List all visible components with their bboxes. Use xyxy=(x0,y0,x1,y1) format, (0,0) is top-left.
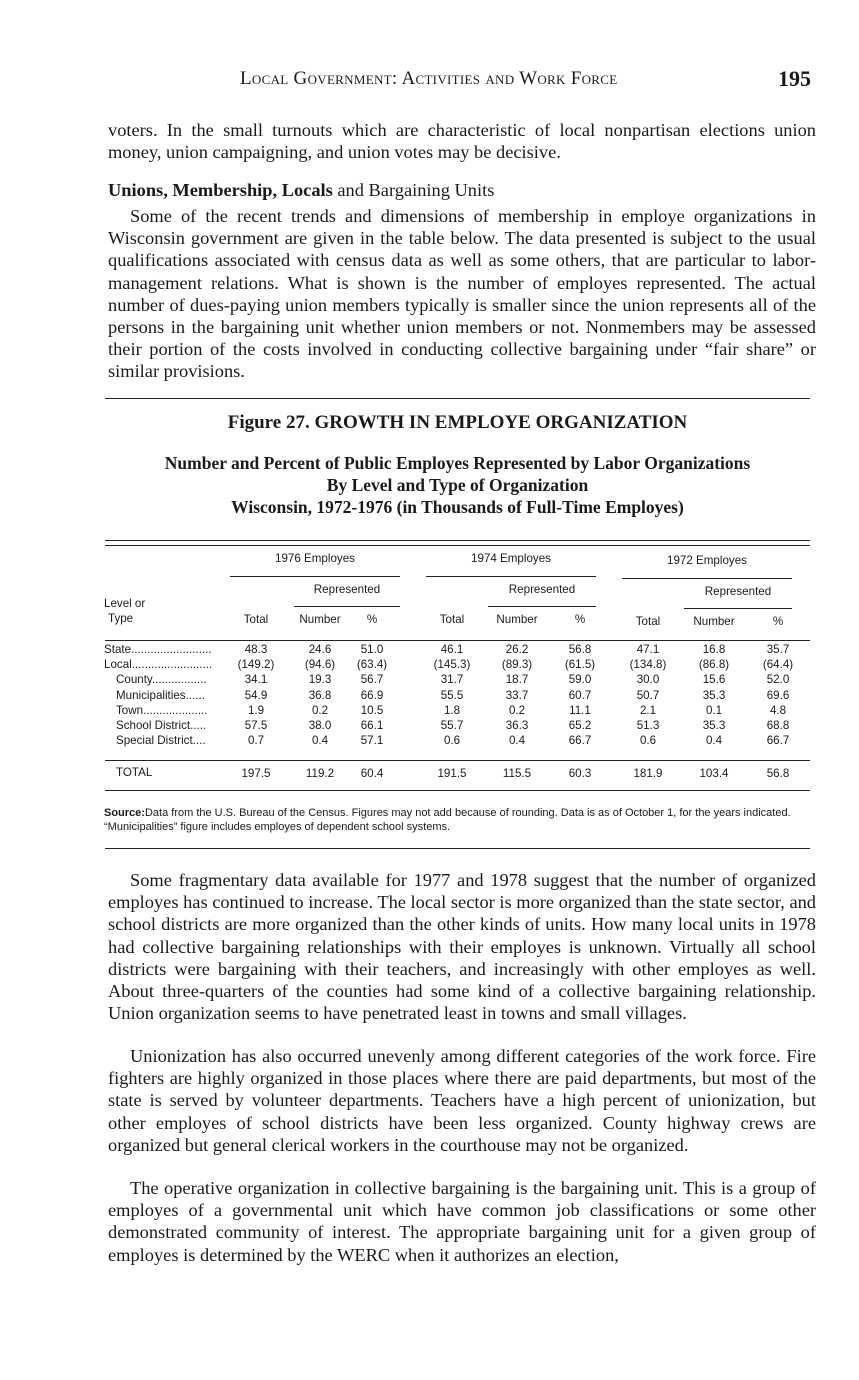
table-cell: 0.2 xyxy=(311,703,329,717)
table-cell: 46.1 xyxy=(440,643,464,656)
table-cell: 19.3 xyxy=(308,673,332,687)
table-total-label: TOTAL xyxy=(116,766,153,779)
running-head: Local Government: Activities and Work Force xyxy=(240,68,618,89)
group-header-1974: 1974 Employes xyxy=(471,552,551,565)
table-total-cell: 181.9 xyxy=(633,767,663,780)
col-total-1972: Total xyxy=(635,615,661,628)
col-percent-1974: % xyxy=(574,613,586,626)
table-row-label: Town.................... xyxy=(116,703,208,717)
table-cell: 36.3 xyxy=(505,719,529,732)
table-bottom-rule xyxy=(105,790,810,791)
col-number-1972: Number xyxy=(693,615,735,628)
table-top-rule-1 xyxy=(105,540,810,541)
body-paragraph-1: Some fragmentary data available for 1977 and 1978 suggest that the number of organized employes has continued to increase. The local sector is more organized than the state sector, and school districts are more organized than the other kinds of units. How many local units in 1978 had collective bargaining relationships with their employes is unknown. Virtually all school districts were bargaining with their teachers, and increasingly with other employes as well. About three-quarters of the counties had some kind of a collective bargaining relationship. Union organization seems to have penetrated least in towns and small villages. xyxy=(108,870,816,1024)
table-row-label: School District..... xyxy=(116,719,207,732)
table-total-cell: 60.3 xyxy=(568,767,592,780)
table-cell: 4.8 xyxy=(769,703,787,717)
represented-header-1974: Represented xyxy=(508,583,576,596)
body-paragraph-2: Unionization has also occurred unevenly among different categories of the work force. Fire fighters are highly organized in those places where there are paid departments, but most of the state is served by volunteer departments. Teachers have a high percent of unionization, but other employes of school districts have been less organized. County highway crews are organized but general clerical workers in the courthouse may not be organized. xyxy=(108,1046,816,1155)
col-total-1974: Total xyxy=(439,613,465,626)
col-number-1974: Number xyxy=(496,613,538,626)
represented-rule-1976 xyxy=(294,606,400,607)
table-total-cell: 115.5 xyxy=(502,767,532,780)
table-cell: 0.1 xyxy=(705,703,723,717)
table-row-label: Special District.... xyxy=(116,734,206,748)
table-cell: 26.2 xyxy=(505,643,529,656)
table-cell: 54.9 xyxy=(244,688,268,702)
table-cell: 65.2 xyxy=(568,719,592,732)
table-cell: 0.6 xyxy=(443,734,461,748)
table-cell: 0.6 xyxy=(639,734,657,748)
table-total-cell: 197.5 xyxy=(241,767,271,780)
table-cell: 2.1 xyxy=(639,703,657,717)
group-rule-1974 xyxy=(426,576,596,577)
table-cell: 55.7 xyxy=(440,719,464,732)
table-row-label: Municipalities...... xyxy=(116,688,205,702)
table-cell: 56.8 xyxy=(568,643,592,656)
table-cell: (61.5) xyxy=(564,658,596,672)
level-header-line1: Level or xyxy=(104,597,146,610)
table-cell: 0.7 xyxy=(247,734,265,748)
table-cell: 16.8 xyxy=(702,643,726,656)
table-cell: 68.8 xyxy=(766,719,790,732)
table-cell: 10.5 xyxy=(360,703,384,717)
group-header-1972: 1972 Employes xyxy=(667,554,747,567)
table-cell: 30.0 xyxy=(636,673,660,687)
table-cell: 47.1 xyxy=(636,643,660,656)
table-cell: 35.3 xyxy=(702,688,726,702)
table-cell: (145.3) xyxy=(433,658,471,672)
table-cell: 57.5 xyxy=(244,719,268,732)
figure-subtitle-line2: By Level and Type of Organization xyxy=(326,475,589,495)
table-cell: 0.4 xyxy=(311,734,329,748)
source-text: Data from the U.S. Bureau of the Census. Figures may not add because of rounding. Data is as of October 1, for the years indicated. “Municipalities” figure includes employes of dependent school systems. xyxy=(104,807,791,833)
table-cell: 69.6 xyxy=(766,688,790,702)
represented-rule-1972 xyxy=(684,608,792,609)
table-total-cell: 103.4 xyxy=(699,767,729,780)
col-percent-1976: % xyxy=(366,613,378,626)
table-cell: 24.6 xyxy=(308,643,332,656)
section-heading xyxy=(108,180,494,201)
table-row-label: County................. xyxy=(116,673,207,687)
table-cell: 33.7 xyxy=(505,688,529,702)
table-row-label: State......................... xyxy=(104,643,212,656)
table-cell: 59.0 xyxy=(568,673,592,687)
table-cell: 52.0 xyxy=(766,673,790,687)
table-cell: 66.7 xyxy=(766,734,790,748)
table-cell: 51.0 xyxy=(360,643,384,656)
represented-header-1972: Represented xyxy=(704,585,772,598)
table-total-cell: 119.2 xyxy=(305,767,335,780)
table-total-cell: 191.5 xyxy=(437,767,467,780)
represented-rule-1974 xyxy=(488,606,596,607)
table-cell: 35.3 xyxy=(702,719,726,732)
table-cell: (86.8) xyxy=(698,658,730,672)
level-type-header xyxy=(104,596,145,626)
table-cell: 60.7 xyxy=(568,688,592,702)
table-cell: (63.4) xyxy=(356,658,388,672)
section-paragraph: Some of the recent trends and dimensions of membership in employe organizations in Wisconsin government are given in the table below. The data presented is subject to the usual qualifications associated with census data as well as some others, that are particular to labor-management relations. What is shown is the number of employes represented. The actual number of dues-paying union members typically is smaller since the union represents all of the persons in the bargaining unit whether union members or not. Nonmembers may be assessed their portion of the costs involved in conducting collective bargaining under “fair share” or similar provisions. xyxy=(108,206,816,382)
table-cell: 31.7 xyxy=(440,673,464,687)
table-cell: 1.8 xyxy=(443,703,461,717)
table-total-top-rule xyxy=(105,760,810,761)
table-cell: 66.1 xyxy=(360,719,384,732)
figure-bottom-rule xyxy=(105,848,810,849)
table-cell: 66.7 xyxy=(568,734,592,748)
table-cell: 0.2 xyxy=(508,703,526,717)
table-cell: 56.7 xyxy=(360,673,384,687)
intro-paragraph: voters. In the small turnouts which are characteristic of local nonpartisan elections union money, union campaigning, and union votes may be decisive. xyxy=(108,120,816,163)
table-cell: 38.0 xyxy=(308,719,332,732)
page-number: 195 xyxy=(778,66,811,91)
table-top-rule-2 xyxy=(105,545,810,546)
table-cell: 57.1 xyxy=(360,734,384,748)
table-cell: (64.4) xyxy=(762,658,794,672)
section-heading-rest: and Bargaining Units xyxy=(332,180,495,200)
table-cell: (134.8) xyxy=(629,658,667,672)
table-cell: (94.6) xyxy=(304,658,336,672)
group-rule-1972 xyxy=(622,578,792,579)
table-total-cell: 60.4 xyxy=(360,767,384,780)
section-heading-bold: Unions, Membership, Locals xyxy=(108,180,333,200)
table-cell: 15.6 xyxy=(702,673,726,687)
table-cell: (89.3) xyxy=(501,658,533,672)
table-cell: 35.7 xyxy=(766,643,790,656)
source-note xyxy=(104,806,816,834)
table-cell: 66.9 xyxy=(360,688,384,702)
table-cell: 0.4 xyxy=(705,734,723,748)
represented-header-1976: Represented xyxy=(313,583,381,596)
col-number-1976: Number xyxy=(299,613,341,626)
figure-subtitle-line3: Wisconsin, 1972-1976 (in Thousands of Full-Time Employes) xyxy=(231,497,684,517)
table-cell: 11.1 xyxy=(569,703,591,717)
table-cell: 51.3 xyxy=(636,719,660,732)
figure-title: Figure 27. GROWTH IN EMPLOYE ORGANIZATION xyxy=(227,412,688,433)
source-label: Source: xyxy=(104,807,145,819)
table-cell: 50.7 xyxy=(636,688,660,702)
level-header-line2: Type xyxy=(108,612,134,625)
table-cell: 0.4 xyxy=(508,734,526,748)
figure-top-rule xyxy=(105,398,810,399)
table-cell: 55.5 xyxy=(440,688,464,702)
table-cell: 18.7 xyxy=(505,673,529,687)
col-percent-1972: % xyxy=(772,615,784,628)
figure-subtitle-line1: Number and Percent of Public Employes Represented by Labor Organizations xyxy=(164,453,751,473)
col-total-1976: Total xyxy=(243,613,269,626)
group-rule-1976 xyxy=(230,576,400,577)
body-paragraph-3: The operative organization in collective bargaining is the bargaining unit. This is a group of employes of a governmental unit which have common job classifications or some other demonstrated community of interest. The appropriate bargaining unit for a given group of employes is determined by the WERC when it authorizes an election, xyxy=(108,1178,816,1265)
group-header-1976: 1976 Employes xyxy=(275,552,355,565)
table-cell: 36.8 xyxy=(308,688,332,702)
table-total-cell: 56.8 xyxy=(766,767,790,780)
table-cell: (149.2) xyxy=(237,658,275,672)
table-cell: 1.9 xyxy=(247,703,265,717)
table-header-bottom-rule xyxy=(105,640,810,641)
table-cell: 34.1 xyxy=(244,673,268,687)
table-cell: 48.3 xyxy=(244,643,268,656)
table-row-label: Local......................... xyxy=(104,658,213,672)
